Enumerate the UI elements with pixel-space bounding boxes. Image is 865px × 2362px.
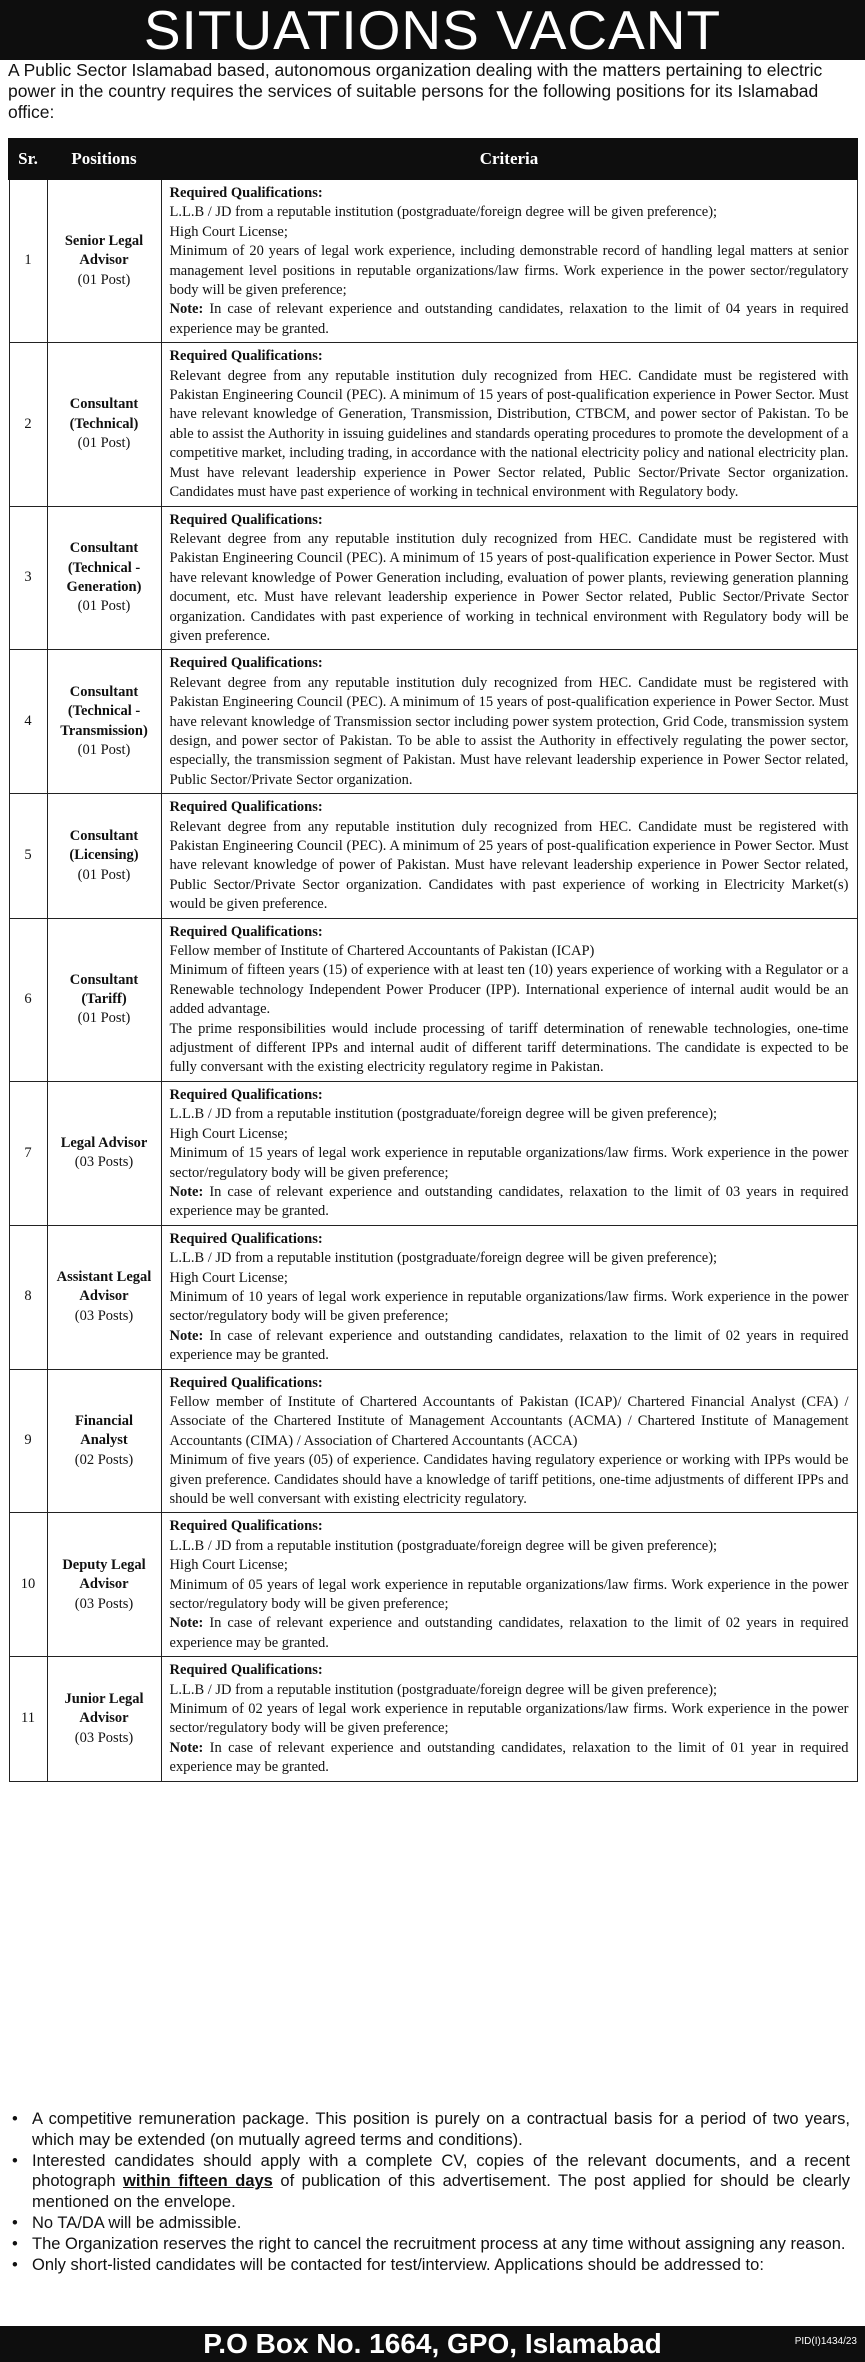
criteria-text: Relevant degree from any reputable institution duly recognized from HEC. Candidate must be registered with Pakistan Engineering Council (PEC). A minimum of 15 years of post-qualification experience in Power Sector. Must have relevant knowledge of Transmission sector including power system protection, Grid Code, transmission system design, and power sector of Pakistan. To be able to assist the Authority in effectively regulating the power sector, especially, the transmission segment of Pakistan. Must have relevant leadership experience in Power Sector related, Public Sector/Private Sector organization.: [169, 674, 849, 788]
criteria-text: L.L.B / JD from a reputable institution (postgraduate/foreign degree will be given preference);: [169, 1681, 718, 1698]
position-title: Financial Analyst: [74, 1412, 133, 1449]
row-serial: 5: [9, 794, 47, 918]
criteria-cell: [161, 343, 857, 506]
post-count: (01 Post): [77, 742, 131, 759]
bullet-icon: •: [12, 2255, 18, 2274]
terms-text: A competitive remuneration package. This position is purely on a contractual basis for a period of two years, which may be extended (on mutually agreed terms and conditions).: [32, 2110, 850, 2149]
post-count: (03 Posts): [74, 1154, 134, 1171]
row-serial: 6: [9, 918, 47, 1081]
row-serial: 9: [9, 1369, 47, 1513]
criteria-cell: [161, 506, 857, 650]
criteria-text: Minimum of 15 years of legal work experience in reputable organizations/law firms. Work experience in the power sector/regulatory body will be given preference;: [169, 1145, 849, 1181]
criteria-cell: [161, 918, 857, 1081]
post-count: (01 Post): [77, 598, 131, 615]
position-cell: [47, 650, 161, 794]
header-criteria: Criteria: [161, 139, 857, 179]
qualifications-heading: Required Qualifications:: [169, 185, 323, 201]
note-text: In case of relevant experience and outstanding candidates, relaxation to the limit of 03 years in required experience may be granted.: [169, 1183, 849, 1220]
criteria-text: Minimum of 20 years of legal work experience, including demonstrable record of handling legal matters at senior management level positions in reputable organizations/law firms. Work experience in the power sector/regulatory body will be given preference;: [169, 243, 849, 299]
criteria-note: [170, 1614, 849, 1653]
post-count: (01 Post): [77, 866, 131, 883]
post-count: (03 Posts): [74, 1729, 134, 1746]
row-serial: 11: [9, 1657, 47, 1781]
table-row: [9, 918, 857, 1081]
table-row: [9, 1081, 857, 1225]
table-row: [9, 650, 857, 794]
criteria-note: [170, 300, 849, 339]
note-label: Note:: [169, 1327, 204, 1344]
criteria-cell: [161, 794, 857, 918]
terms-item: [8, 2109, 850, 2151]
criteria-text: Minimum of 10 years of legal work experience in reputable organizations/law firms. Work experience in the power sector/regulatory body will be given preference;: [169, 1288, 849, 1325]
criteria-cell: [161, 1369, 857, 1513]
criteria-cell: [161, 1513, 857, 1657]
criteria-text: L.L.B / JD from a reputable institution (postgraduate/foreign degree will be given preference);: [169, 204, 718, 221]
note-text: In case of relevant experience and outstanding candidates, relaxation to the limit of 01 year in required experience may be granted.: [169, 1739, 849, 1776]
table-row: [9, 506, 857, 650]
terms-emphasis: within fifteen days: [123, 2172, 273, 2191]
criteria-text: Relevant degree from any reputable institution duly recognized from HEC. Candidate must be registered with Pakistan Engineering Council (PEC). A minimum of 15 years of post-qualification experience in Power Sector. Must have relevant knowledge of Generation, Transmission, Distribution, CTBCM, and power sector of Pakistan. To be able to assist the Authority in issuing guidelines and standards operating procedures to promote the development of a competitive market, including trading, in accordance with the national electricity policy and national electricity plan. Must have relevant leadership experience in Power Sector related, Public Sector/Private Sector organization. Candidates must have past experience of working in technical environment with Regulatory body.: [169, 367, 849, 501]
position-title: Junior Legal Advisor: [64, 1690, 144, 1727]
note-label: Note:: [169, 1183, 204, 1200]
position-cell: [47, 1513, 161, 1657]
criteria-text: Fellow member of Institute of Chartered Accountants of Pakistan (ICAP)/ Chartered Financial Analyst (CFA) / Associate of the Chartered Institute of Management Accountants (ACMA) / Chartered Institute of Management Accountants (CIMA) / Association of Chartered Accountants (ACCA): [169, 1393, 849, 1449]
criteria-cell: [161, 1081, 857, 1225]
post-count: (01 Post): [77, 435, 131, 452]
qualifications-heading: Required Qualifications:: [169, 1662, 323, 1679]
intro-paragraph: A Public Sector Islamabad based, autonomous organization dealing with the matters pertaining to electric power in the country requires the services of suitable persons for the following positions for its Islamabad office:: [8, 60, 823, 122]
terms-text: The Organization reserves the right to cancel the recruitment process at any time without assigning any reason.: [32, 2234, 846, 2253]
publication-code: PID(I)1434/23: [794, 2336, 857, 2347]
position-title: Senior Legal Advisor: [64, 233, 144, 269]
position-cell: [47, 179, 161, 343]
post-count: (01 Post): [77, 271, 131, 288]
criteria-note: [170, 1327, 849, 1366]
qualifications-heading: Required Qualifications:: [169, 348, 323, 365]
terms-item: [8, 2255, 850, 2276]
note-label: Note:: [169, 1739, 204, 1756]
post-count: (02 Posts): [74, 1451, 134, 1468]
criteria-text: High Court License;: [169, 223, 288, 240]
bullet-icon: •: [12, 2110, 18, 2128]
criteria-text: L.L.B / JD from a reputable institution (postgraduate/foreign degree will be given preference);: [169, 1250, 718, 1267]
criteria-text: Fellow member of Institute of Chartered Accountants of Pakistan (ICAP): [169, 943, 595, 960]
criteria-note: [170, 1739, 849, 1778]
page-title: SITUATIONS VACANT: [0, 0, 865, 60]
position-title: Consultant (Technical - Transmission): [60, 683, 148, 739]
position-title: Deputy Legal Advisor: [62, 1556, 146, 1593]
qualifications-heading: Required Qualifications:: [169, 1374, 323, 1391]
table-row: [9, 343, 857, 506]
criteria-cell: [161, 650, 857, 794]
bullet-icon: •: [12, 2213, 18, 2232]
position-title: Consultant (Technical - Generation): [66, 540, 142, 595]
terms-text: Only short-listed candidates will be contacted for test/interview. Applications should be addressed to:: [32, 2255, 764, 2274]
row-serial: 2: [9, 343, 47, 506]
note-text: In case of relevant experience and outstanding candidates, relaxation to the limit of 02 years in required experience may be granted.: [169, 1327, 849, 1364]
terms-list: [8, 2109, 850, 2275]
note-text: In case of relevant experience and outstanding candidates, relaxation to the limit of 02 years in required experience may be granted.: [169, 1615, 849, 1651]
postal-address: P.O Box No. 1664, GPO, Islamabad: [203, 2328, 662, 2359]
criteria-text: High Court License;: [169, 1125, 288, 1142]
criteria-text: Minimum of five years (05) of experience. Candidates having regulatory experience or working with IPPs would be given preference. Candidates should have a knowledge of tariff petitions, one-time adjustments of different IPPs and should be well conversant with existing electricity regulatory.: [169, 1452, 849, 1507]
post-count: (01 Post): [77, 1010, 131, 1027]
qualifications-heading: Required Qualifications:: [169, 655, 323, 672]
bullet-icon: •: [12, 2234, 18, 2253]
row-serial: 1: [9, 179, 47, 343]
criteria-text: Relevant degree from any reputable institution duly recognized from HEC. Candidate must be registered with Pakistan Engineering Council (PEC). A minimum of 15 years of post-qualification experience in Power Sector. Must have relevant knowledge of Power Generation including, evaluation of power plants, reviewing generation planning document, etc. Must have relevant leadership experience in Power Sector related, Public Sector/Private Sector organization. Candidates with past experience of working in technical environment with Regulatory body will be given preference.: [169, 530, 849, 644]
table-header-row: [9, 139, 857, 179]
position-cell: [47, 506, 161, 650]
qualifications-heading: Required Qualifications:: [169, 511, 323, 528]
bullet-icon: •: [12, 2151, 18, 2170]
criteria-note: [170, 1183, 849, 1222]
position-cell: [47, 1369, 161, 1513]
criteria-text: Minimum of 05 years of legal work experience in reputable organizations/law firms. Work experience in the power sector/regulatory body will be given preference;: [169, 1576, 849, 1613]
header-positions: Positions: [47, 139, 161, 179]
position-title: Consultant (Licensing): [69, 827, 139, 864]
footer-bar: [0, 2326, 865, 2362]
note-text: In case of relevant experience and outstanding candidates, relaxation to the limit of 04 years in required experience may be granted.: [169, 301, 849, 337]
position-cell: [47, 1081, 161, 1225]
terms-item: [8, 2213, 850, 2234]
terms-text: of publication of this advertisement. The post applied for should be clearly mentioned on the envelope.: [32, 2172, 850, 2212]
criteria-text: High Court License;: [169, 1557, 288, 1574]
positions-table: [8, 138, 858, 1782]
row-serial: 8: [9, 1225, 47, 1369]
position-cell: [47, 918, 161, 1081]
position-title: Legal Advisor: [60, 1134, 148, 1151]
note-label: Note:: [169, 1615, 204, 1632]
terms-text: No TA/DA will be admissible.: [32, 2213, 242, 2232]
criteria-cell: [161, 179, 857, 343]
post-count: (03 Posts): [74, 1595, 134, 1612]
qualifications-heading: Required Qualifications:: [169, 923, 323, 940]
qualifications-heading: Required Qualifications:: [169, 1518, 323, 1535]
position-cell: [47, 343, 161, 506]
table-row: [9, 179, 857, 343]
row-serial: 10: [9, 1513, 47, 1657]
header-sr: Sr.: [9, 139, 47, 179]
criteria-cell: [161, 1225, 857, 1369]
row-serial: 4: [9, 650, 47, 794]
position-title: Consultant (Tariff): [69, 971, 139, 1008]
position-cell: [47, 1225, 161, 1369]
qualifications-heading: Required Qualifications:: [169, 1086, 323, 1103]
position-cell: [47, 794, 161, 918]
row-serial: 3: [9, 506, 47, 650]
terms-item: [8, 2151, 850, 2213]
criteria-text: The prime responsibilities would include processing of tariff determination of renewable technologies, one-time adjustment of different IPPs and internal audit of different tariff determinations. The candidate is expected to be fully conversant with the existing electricity regulatory regime in Pakistan.: [169, 1020, 849, 1076]
criteria-text: High Court License;: [169, 1269, 288, 1286]
criteria-text: Relevant degree from any reputable institution duly recognized from HEC. Candidate must be registered with Pakistan Engineering Council (PEC). A minimum of 25 years of post-qualification experience in Power Sector. Must have relevant knowledge of power of Pakistan. Must have relevant leadership experience in Power Sector related, Public Sector/Private Sector organization. Candidates with past experience of working in Electricity Market(s) would be given preference.: [169, 818, 849, 913]
table-row: [9, 1225, 857, 1369]
position-title: Assistant Legal Advisor: [56, 1269, 152, 1305]
qualifications-heading: Required Qualifications:: [169, 799, 323, 816]
table-row: [9, 1369, 857, 1513]
note-label: Note:: [169, 301, 204, 318]
criteria-text: Minimum of 02 years of legal work experience in reputable organizations/law firms. Work experience in the power sector/regulatory body will be given preference;: [169, 1701, 849, 1737]
position-cell: [47, 1657, 161, 1781]
terms-text: Interested candidates should apply with a complete CV, copies of the relevant documents, and a recent photograph: [32, 2151, 850, 2191]
post-count: (03 Posts): [74, 1307, 134, 1324]
position-title: Consultant (Technical): [69, 396, 139, 432]
criteria-text: L.L.B / JD from a reputable institution (postgraduate/foreign degree will be given preference);: [169, 1537, 718, 1554]
criteria-cell: [161, 1657, 857, 1781]
table-row: [9, 1513, 857, 1657]
table-row: [9, 1657, 857, 1781]
criteria-text: Minimum of fifteen years (15) of experience with at least ten (10) years experience of working with a Regulator or a Renewable technology Independent Power Producer (IPP). International experience of internal audit would be an added advantage.: [169, 962, 849, 1018]
qualifications-heading: Required Qualifications:: [169, 1230, 323, 1247]
terms-item: [8, 2234, 850, 2255]
table-row: [9, 794, 857, 918]
row-serial: 7: [9, 1081, 47, 1225]
criteria-text: L.L.B / JD from a reputable institution (postgraduate/foreign degree will be given preference);: [169, 1106, 718, 1123]
